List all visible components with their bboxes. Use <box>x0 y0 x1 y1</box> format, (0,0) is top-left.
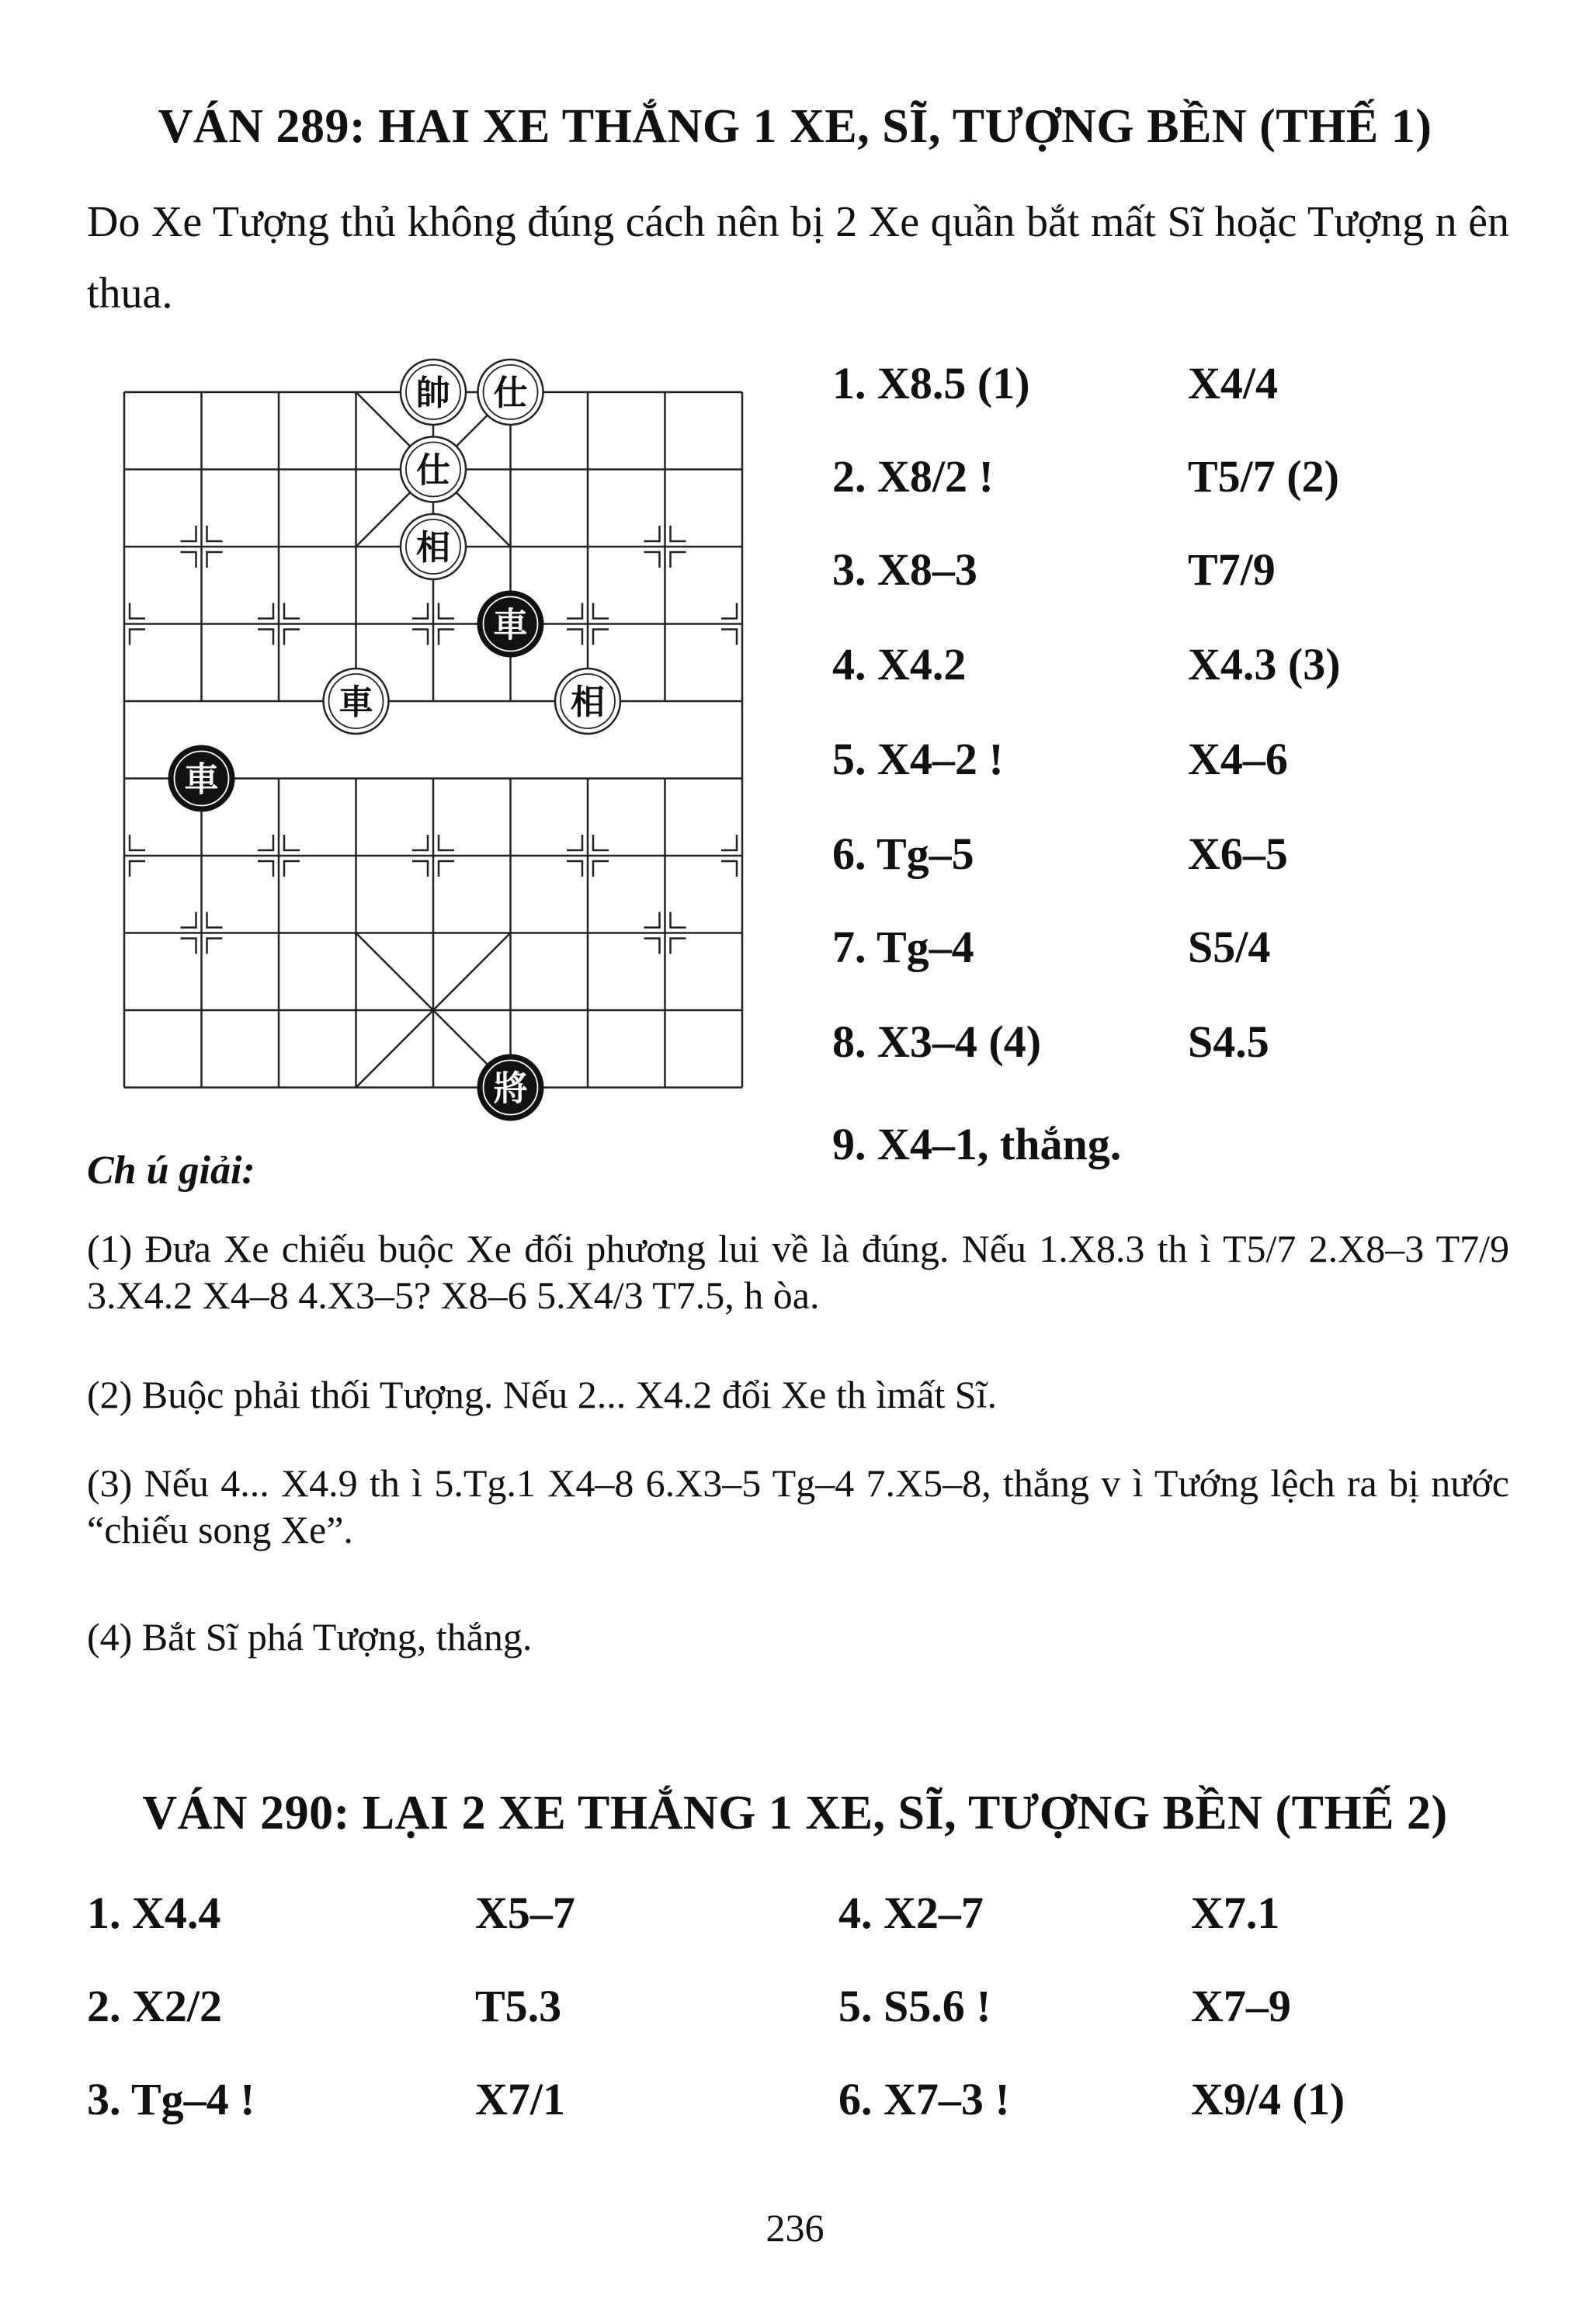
position-marker <box>130 603 145 619</box>
game290-move-cell: T5.3 <box>475 1981 562 2031</box>
position-marker <box>439 603 454 619</box>
position-marker <box>207 939 223 954</box>
position-marker <box>644 912 660 928</box>
black-chariot-label: 車 <box>493 605 528 645</box>
move-1-white: 1. X8.5 (1) <box>832 358 1030 408</box>
game290-move-cell: X5–7 <box>475 1888 575 1938</box>
position-marker <box>671 552 686 568</box>
move-6-white: 6. Tg–5 <box>832 829 974 879</box>
game289-intro: Do Xe Tượng thủ không đúng cách nên bị 2 Xe quần bắt mất Sĩ hoặc Tượng n ên thua. <box>87 198 1509 318</box>
xiangqi-board <box>116 357 761 1134</box>
position-marker <box>258 603 273 619</box>
position-marker <box>130 835 145 850</box>
position-marker <box>258 630 273 645</box>
game290-move-cell: 2. X2/2 <box>87 1981 222 2031</box>
position-marker <box>258 835 273 850</box>
game290-title: VÁN 290: LẠI 2 XE THẮNG 1 XE, SĨ, TƯỢNG BỀN (THẾ 2) <box>142 1787 1448 1839</box>
move-6-black: X6–5 <box>1188 829 1288 879</box>
position-marker <box>284 603 300 619</box>
move-5-black: X4–6 <box>1188 734 1288 784</box>
red-advisor-piece <box>478 360 543 425</box>
position-marker <box>671 939 686 954</box>
move-3-black: T7/9 <box>1188 544 1276 595</box>
position-marker <box>721 603 737 619</box>
position-marker <box>721 630 737 645</box>
red-advisor-label: 仕 <box>493 373 528 413</box>
black-chariot-piece <box>478 592 543 657</box>
note-1: (1) Đưa Xe chiếu buộc Xe đối phương lui về là đúng. Nếu 1.X8.3 th ì T5/7 2.X8–3 T7/9 3.X4.2 X4–8 4.X3–5? X8–6 5.X4/3 T7.5, h òa. <box>87 1227 1509 1317</box>
move-7-white: 7. Tg–4 <box>832 922 974 972</box>
position-marker <box>593 835 609 850</box>
move-7-black: S5/4 <box>1188 922 1271 972</box>
game290-move-cell: X7/1 <box>475 2074 565 2124</box>
red-advisor-piece <box>401 437 466 502</box>
position-marker <box>130 861 145 877</box>
move-4-black: X4.3 (3) <box>1188 639 1341 690</box>
game290-move-cell: 6. X7–3 ! <box>838 2074 1010 2124</box>
game290-move-cell: X9/4 (1) <box>1191 2074 1345 2124</box>
position-marker <box>207 552 223 568</box>
game290-move-cell: 5. S5.6 ! <box>838 1981 991 2031</box>
position-marker <box>439 861 454 877</box>
position-marker <box>644 526 660 541</box>
position-marker <box>207 912 223 928</box>
move-2-black: T5/7 (2) <box>1188 451 1339 502</box>
position-marker <box>412 861 428 877</box>
black-chariot-piece <box>169 746 234 811</box>
red-chariot-label: 車 <box>338 683 373 722</box>
red-advisor-label: 仕 <box>416 450 450 491</box>
position-marker <box>567 630 582 645</box>
position-marker <box>258 861 273 877</box>
move-8-white: 8. X3–4 (4) <box>832 1016 1042 1067</box>
position-marker <box>644 552 660 568</box>
move-8-black: S4.5 <box>1188 1016 1269 1067</box>
position-marker <box>567 861 582 877</box>
red-elephant-label: 相 <box>571 683 605 722</box>
position-marker <box>181 939 196 954</box>
position-marker <box>130 630 145 645</box>
annotation-title: Ch ú giải: <box>87 1148 255 1193</box>
position-marker <box>181 912 196 928</box>
position-marker <box>412 630 428 645</box>
red-elephant-label: 相 <box>416 528 450 568</box>
move-4-white: 4. X4.2 <box>832 639 967 690</box>
position-marker <box>439 630 454 645</box>
position-marker <box>671 526 686 541</box>
game290-move-cell: 3. Tg–4 ! <box>87 2074 255 2124</box>
position-marker <box>721 835 737 850</box>
note-2: (2) Buộc phải thối Tượng. Nếu 2... X4.2 đổi Xe th ìmất Sĩ. <box>87 1373 997 1416</box>
game290-move-cell: 1. X4.4 <box>87 1888 221 1938</box>
red-chariot-piece <box>324 669 389 734</box>
position-marker <box>593 630 609 645</box>
position-marker <box>181 526 196 541</box>
move-2-white: 2. X8/2 ! <box>832 451 994 502</box>
move-3-white: 3. X8–3 <box>832 544 977 595</box>
game290-move-cell: X7.1 <box>1191 1888 1280 1938</box>
move-9-white: 9. X4–1, thắng. <box>832 1119 1122 1169</box>
position-marker <box>671 912 686 928</box>
black-general-label: 將 <box>493 1068 528 1109</box>
move-1-black: X4/4 <box>1188 358 1278 408</box>
position-marker <box>593 603 609 619</box>
position-marker <box>181 552 196 568</box>
position-marker <box>644 939 660 954</box>
position-marker <box>567 603 582 619</box>
position-marker <box>284 835 300 850</box>
red-general-label: 帥 <box>416 373 450 413</box>
note-3: (3) Nếu 4... X4.9 th ì 5.Tg.1 X4–8 6.X3–5 Tg–4 7.X5–8, thắng v ì Tướng lệch ra bị nước “chiếu song Xe”. <box>87 1461 1509 1551</box>
red-elephant-piece <box>401 514 466 579</box>
position-marker <box>207 526 223 541</box>
position-marker <box>721 861 737 877</box>
position-marker <box>412 603 428 619</box>
note-4: (4) Bắt Sĩ phá Tượng, thắng. <box>87 1615 533 1659</box>
red-elephant-piece <box>555 669 620 734</box>
red-general-piece <box>401 360 466 425</box>
position-marker <box>593 861 609 877</box>
position-marker <box>567 835 582 850</box>
position-marker <box>284 861 300 877</box>
black-chariot-label: 車 <box>184 759 219 800</box>
position-marker <box>439 835 454 850</box>
game290-move-cell: X7–9 <box>1191 1981 1291 2031</box>
black-general-piece <box>478 1055 543 1120</box>
game290-move-cell: 4. X2–7 <box>838 1888 984 1938</box>
move-5-white: 5. X4–2 ! <box>832 734 1004 784</box>
position-marker <box>284 630 300 645</box>
page-number: 236 <box>765 2206 825 2249</box>
game289-title: VÁN 289: HAI XE THẮNG 1 XE, SĨ, TƯỢNG BỀN (THẾ 1) <box>158 100 1432 153</box>
position-marker <box>412 835 428 850</box>
